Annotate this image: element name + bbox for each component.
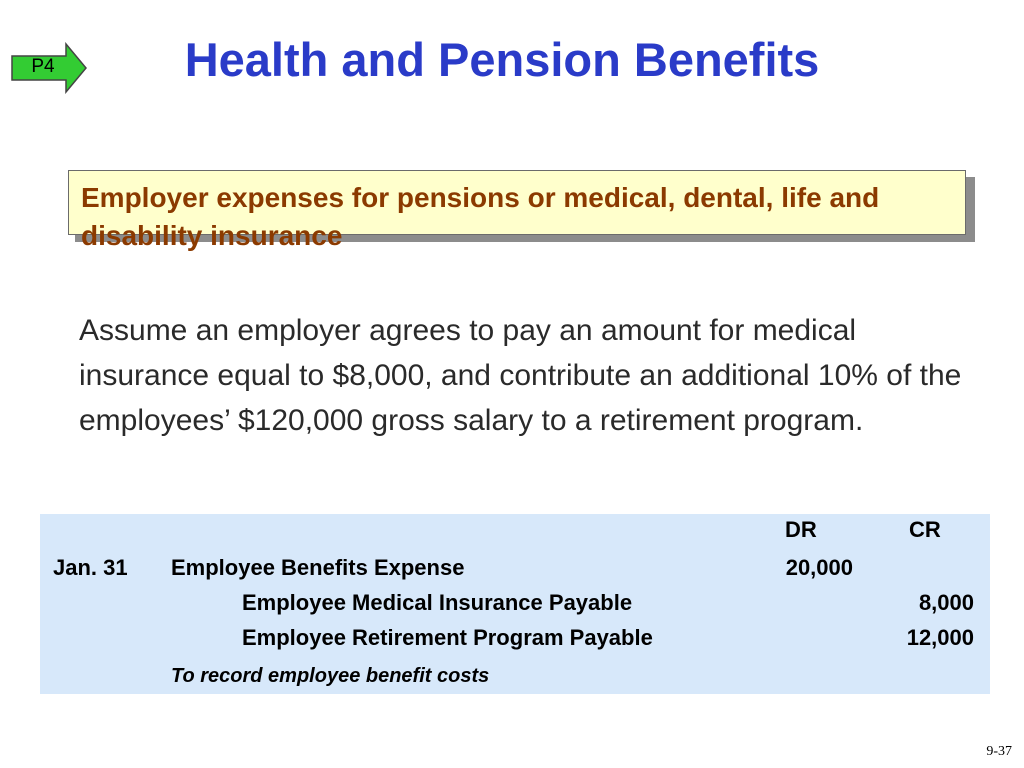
journal-entry-table	[40, 514, 990, 694]
page-number: 9-37	[986, 744, 1012, 759]
entry-date: Jan. 31	[53, 555, 128, 580]
credit-account-retirement: Employee Retirement Program Payable	[242, 625, 653, 650]
example-paragraph: Assume an employer agrees to pay an amount for medical insurance equal to $8,000, and contribute an additional 10% of the employees’ $120,000 gross salary to a retirement program.	[79, 314, 962, 437]
cr-header: CR	[909, 517, 941, 542]
entry-memo: To record employee benefit costs	[171, 665, 490, 687]
credit-amount-medical: 8,000	[918, 590, 974, 615]
badge-label: P4	[31, 56, 55, 77]
debit-amount: 20,000	[785, 555, 853, 580]
dr-header: DR	[785, 517, 817, 542]
definition-callout: Employer expenses for pensions or medical, dental, life and disability insurance	[68, 170, 966, 235]
debit-account: Employee Benefits Expense	[171, 555, 465, 580]
page-title: Health and Pension Benefits	[184, 33, 820, 86]
credit-account-medical: Employee Medical Insurance Payable	[242, 590, 633, 615]
credit-amount-retirement: 12,000	[906, 625, 974, 650]
